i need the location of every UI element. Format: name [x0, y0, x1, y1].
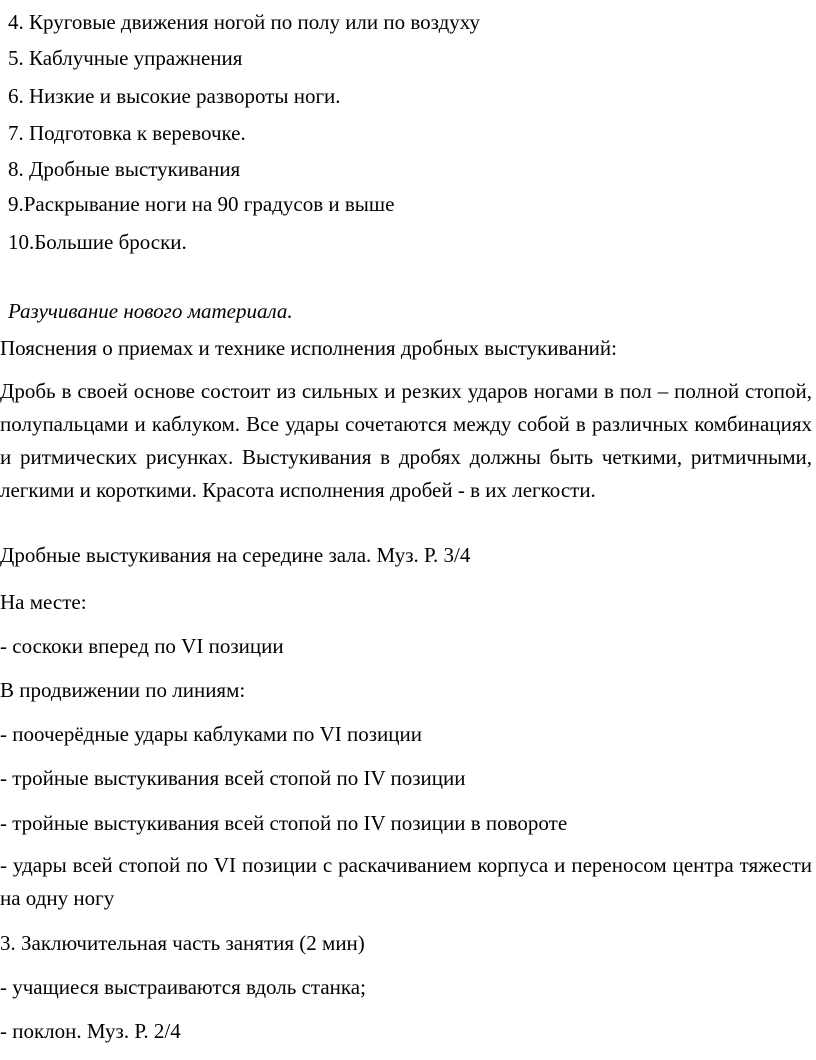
lines-item: - удары всей стопой по VI позиции с раскачиванием корпуса и переносом центра тяжести на одну ногу — [0, 853, 812, 910]
list-item: 6. Низкие и высокие развороты ноги. — [8, 84, 341, 108]
lines-label: В продвижении по линиям: — [0, 678, 246, 702]
final-item: - поклон. Муз. Р. 2/4 — [0, 1019, 181, 1043]
list-item: 8. Дробные выстукивания — [8, 157, 241, 181]
lines-item: - тройные выстукивания всей стопой по IV позиции — [0, 766, 466, 790]
list-item: 4. Круговые движения ногой по полу или по воздуху — [8, 10, 480, 34]
in-place-label: На месте: — [0, 590, 87, 614]
list-item: 10.Большие броски. — [8, 230, 187, 254]
explanation-title: Пояснения о приемах и технике исполнения дробных выстукиваний: — [0, 336, 617, 360]
center-floor-heading: Дробные выстукивания на середине зала. Муз. Р. 3/4 — [0, 543, 471, 567]
final-item: - учащиеся выстраиваются вдоль станка; — [0, 975, 366, 999]
list-item: 7. Подготовка к веревочке. — [8, 121, 246, 145]
lines-item: - поочерёдные удары каблуками по VI позиции — [0, 722, 422, 746]
list-item: 9.Раскрывание ноги на 90 градусов и выше — [8, 192, 395, 216]
in-place-item: - соскоки вперед по VI позиции — [0, 634, 284, 658]
lines-item: - тройные выстукивания всей стопой по IV позиции в повороте — [0, 811, 568, 835]
section-heading: Разучивание нового материала. — [8, 299, 293, 323]
list-item: 5. Каблучные упражнения — [8, 46, 243, 70]
explanation-paragraph: Дробь в своей основе состоит из сильных и резких ударов ногами в пол – полной стопой, полупальцами и каблуком. Все удары сочетаются между собой в различных комбинациях и ритмических рисунках. Выстукивания в дробях должны быть четкими, ритмичными, легкими и короткими. Красота исполнения дробей - в их легкости. — [0, 379, 812, 502]
final-part-heading: 3. Заключительная часть занятия (2 мин) — [0, 931, 365, 955]
